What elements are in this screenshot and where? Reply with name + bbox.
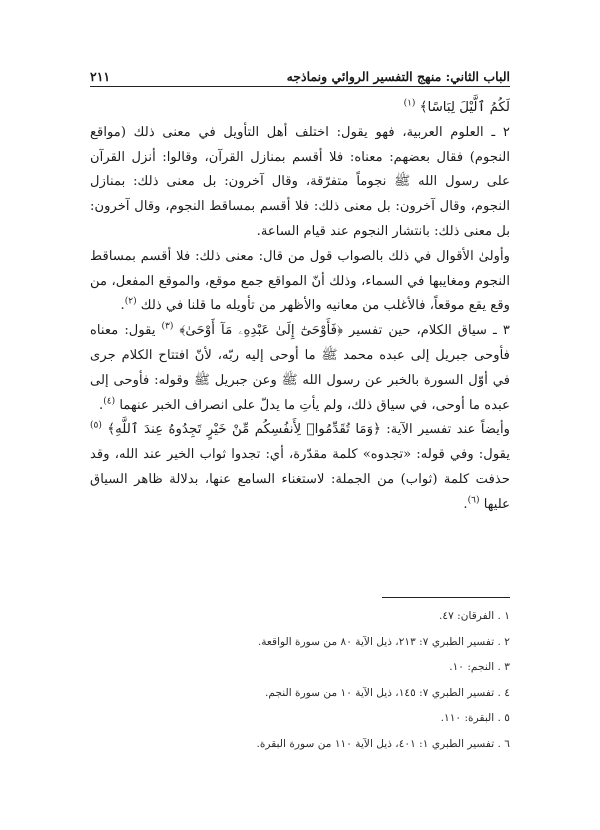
quran-verse: ﴿وَمَا تُقَدِّمُوا۟ لِأَنفُسِكُم مِّنْ خَيْرٍ تَجِدُوهُ عِندَ ٱللَّهِ﴾ [107, 422, 381, 438]
header-rule [90, 86, 510, 87]
footnote-separator [382, 597, 510, 598]
paragraph-1 [90, 96, 510, 121]
footnote-ref: (٦) [467, 495, 480, 506]
footnote-ref: (٥) [90, 420, 102, 431]
running-header [90, 62, 510, 84]
paragraph-lead: وأيضاً عند تفسير الآية: [386, 422, 510, 438]
footnotes [90, 604, 510, 758]
paragraph-2 [90, 121, 510, 245]
footnote-item: ٥ . البقرة: ١١٠. [440, 712, 510, 725]
footnote-item: ٤ . تفسير الطبري ٧: ١٤٥، ذيل الآية ١٠ من سورة النجم. [265, 686, 510, 699]
paragraph-3: وأولىٰ الأقوال في ذلك بالصواب قول من قال: معنى ذلك: فلا أقسم بمساقط النجوم ومغايبها في السماء، وذلك أنّ المواقع جمع موقع، والموقع المفعل، من وقع يقع موقعاً، فالأغلب من معانيه والأظهر من تأويله ما قلنا في ذلك $^{(٢)}$. [90, 248, 510, 314]
paragraph-5: وأيضاً عند تفسير الآية: ﴿وَمَا تُقَدِّمُوا۟ لِأَنفُسِكُم مِّنْ خَيْرٍ تَجِدُوهُ عِندَ ٱللَّهِ﴾ $^{(٥)}$ يقول: وفي قوله: «تجدوه» كلمة مقدّرة، أي: تجدوا ثواب الخير عند الله، وقد حذفت كلمة (ثواب) من الجملة: لاستغناء السامع عنها، بدلالة ظاهر السياق عليها $^{(٦)}$. [90, 420, 510, 512]
main-text [90, 96, 510, 518]
paragraph-text: يقول: وفي قوله: «تجدوه» كلمة مقدّرة، أي: تجدوا ثواب الخير عند الله، وقد حذفت كلمة (ثواب) من الجملة: لاستغناء السامع عنها، بدلالة ظاهر السياق عليها [90, 447, 510, 512]
paragraph-lead: ٣ ـ سياق الكلام، حين تفسير [348, 323, 511, 339]
footnote-item: ٣ . النجم: ١٠. [449, 661, 510, 674]
chapter-title: الباب الثاني: منهج التفسير الروائي ونماذجه [286, 69, 510, 84]
paragraph-4: ٣ ـ سياق الكلام، حين تفسير ﴿فَأَوْحَىٰٓ إِلَىٰ عَبْدِهِۦ مَآ أَوْحَىٰ﴾ $^{(٣)}$ يقول: معناه فأوحى جبريل إلى عبده محمد ﷺ ما أوحى إليه ربّه، لأنّ افتتاح الكلام جرى في أوّل السورة بالخبر عن رسول الله ﷺ وعن جبريل ﷺ وقوله: فأوحى إلى عبده ما أوحى، في سياق ذلك، ولم يأتِ ما يدلّ على انصراف الخبر عنهما $^{(٤)}$. [90, 321, 511, 413]
footnote-ref: (٢) [124, 296, 137, 307]
paragraph-text: ٢ ـ العلوم العربية، فهو يقول: اختلف أهل التأويل في معنى ذلك (مواقع النجوم) فقال بعضهم: معناه: فلا أقسم بمنازل القرآن، وقالوا: أنزل القرآن على رسول الله ﷺ نجوماً متفرّقة، وقال آخرون: بل معنى ذلك: بمنازل النجوم، وقال آخرون: بل معنى ذلك: فلا أقسم بمساقط النجوم، وقال آخرون: بل معنى ذلك: بانتشار النجوم عند قيام الساعة. [90, 124, 510, 239]
paragraph-text: وأولىٰ الأقوال في ذلك بالصواب قول من قال: معنى ذلك: فلا أقسم بمساقط النجوم ومغايبها في السماء، وذلك أنّ المواقع جمع موقع، والموقع المفعل، من وقع يقع موقعاً، فالأغلب من معانيه والأظهر من تأويله ما قلنا في ذلك [90, 248, 510, 314]
paragraph-text: يقول: معناه فأوحى جبريل إلى عبده محمد ﷺ ما أوحى إليه ربّه، لأنّ افتتاح الكلام جرى في أوّل السورة بالخبر عن رسول الله ﷺ وعن جبريل ﷺ وقوله: فأوحى إلى عبده ما أوحى، في سياق ذلك، ولم يأتِ ما يدلّ على انصراف الخبر عنهما [90, 323, 510, 413]
quran-verse: لَكُمُ ٱلَّيْلَ لِبَاسًا﴾ [419, 100, 510, 115]
footnote-ref: (٤) [103, 396, 116, 407]
footnote-ref: (٣) [161, 321, 174, 332]
page-number: ٢١١ [90, 69, 111, 84]
footnote-ref: (١) [403, 98, 416, 109]
footnote-item: ١ . الفرقان: ٤٧. [439, 610, 510, 622]
footnote-item: ٢ . تفسير الطبري ٧: ٢١٣، ذيل الآية ٨٠ من سورة الواقعة. [257, 635, 510, 648]
footnote-item: ٦ . تفسير الطبري ١: ٤٠١، ذيل الآية ١١٠ من سورة البقرة. [256, 737, 510, 750]
quran-verse: ﴿فَأَوْحَىٰٓ إِلَىٰ عَبْدِهِۦ مَآ أَوْحَىٰ﴾ [179, 323, 343, 339]
